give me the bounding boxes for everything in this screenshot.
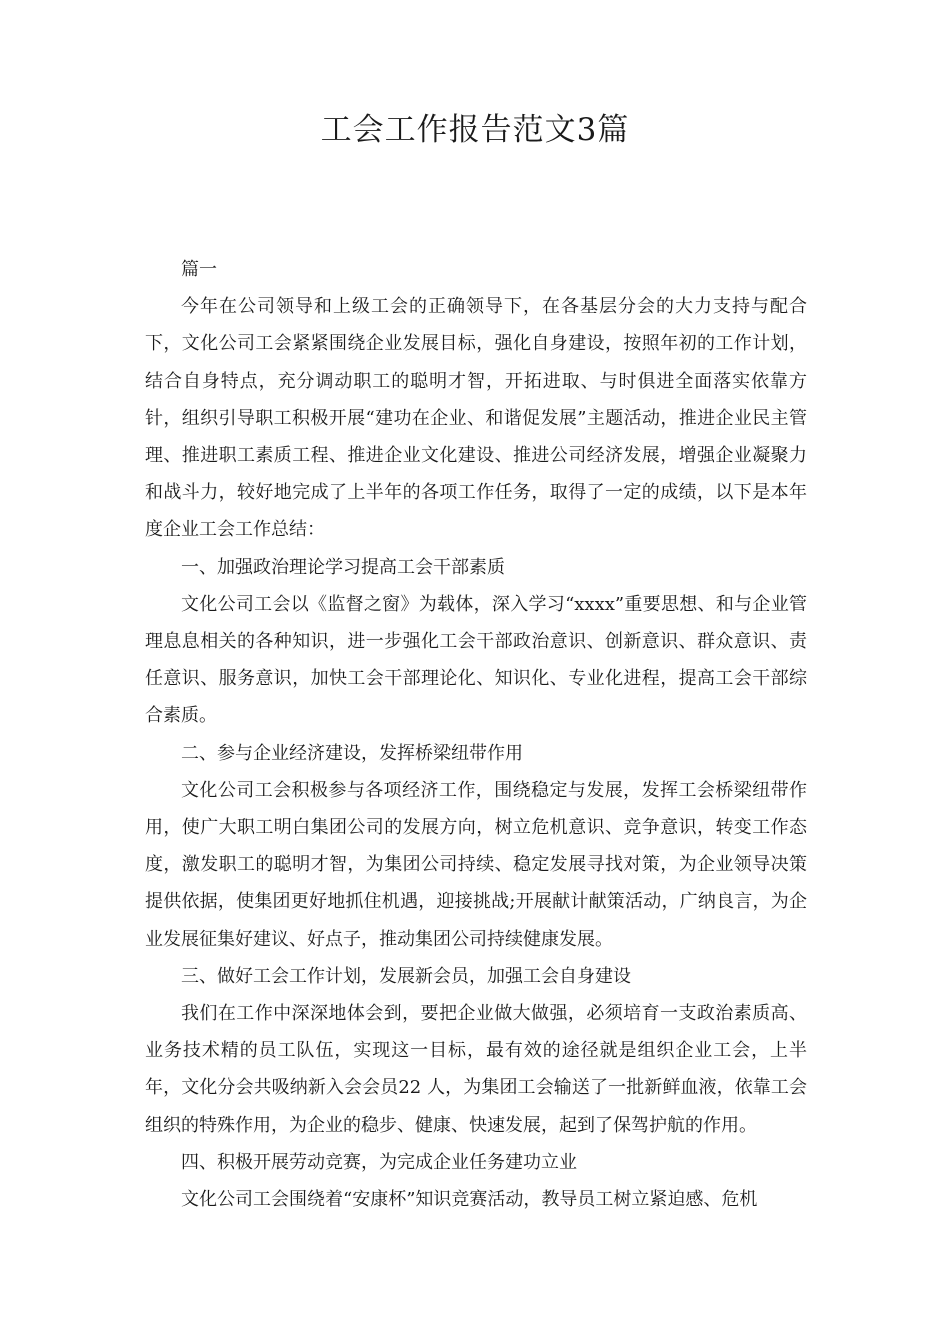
document-body xyxy=(145,251,807,1218)
section-heading-3: 三、做好工会工作计划，发展新会员，加强工会自身建设 xyxy=(181,965,631,987)
section-paragraph-4: 文化公司工会围绕着“安康杯”知识竞赛活动，教导员工树立紧迫感、危机 xyxy=(181,1189,758,1211)
section-paragraph-3: 我们在工作中深深地体会到，要把企业做大做强，必须培育一支政治素质高、业务技术精的员工队伍，实现这一目标，最有效的途径就是组织企业工会，上半年，文化分会共吸纳新入会会员22 人，为集团工会输送了一批新鲜血液，依靠工会组织的特殊作用，为企业的稳步、健康、快速发展，起到了保驾护航的作用。 xyxy=(145,1003,807,1136)
document-title: 工会工作报告范文3篇 xyxy=(320,112,630,148)
section-paragraph-2: 文化公司工会积极参与各项经济工作，围绕稳定与发展，发挥工会桥梁纽带作用，使广大职工明白集团公司的发展方向，树立危机意识、竞争意识，转变工作态度，激发职工的聪明才智，为集团公司持续、稳定发展寻找对策，为企业领导决策提供依据，使集团更好地抓住机遇，迎接挑战;开展献计献策活动，广纳良言，为企业发展征集好建议、好点子，推动集团公司持续健康发展。 xyxy=(145,779,807,950)
section-heading-4: 四、积极开展劳动竞赛，为完成企业任务建功立业 xyxy=(181,1151,577,1173)
section-label: 篇一 xyxy=(181,259,217,280)
intro-paragraph: 今年在公司领导和上级工会的正确领导下，在各基层分会的大力支持与配合下，文化公司工会紧紧围绕企业发展目标，强化自身建设，按照年初的工作计划，结合自身特点，充分调动职工的聪明才智，开拓进取、与时俱进全面落实依靠方针，组织引导职工积极开展“建功在企业、和谐促发展”主题活动，推进企业民主管理、推进职工素质工程、推进企业文化建设、推进公司经济发展，增强企业凝聚力和战斗力，较好地完成了上半年的各项工作任务，取得了一定的成绩，以下是本年度企业工会工作总结： xyxy=(145,296,807,541)
section-paragraph-1: 文化公司工会以《监督之窗》为载体，深入学习“xxxx”重要思想、和与企业管理息息相关的各种知识，进一步强化工会干部政治意识、创新意识、群众意识、责任意识、服务意识，加快工会干部理论化、知识化、专业化进程，提高工会干部综合素质。 xyxy=(145,593,807,727)
section-heading-2: 二、参与企业经济建设，发挥桥梁纽带作用 xyxy=(181,742,523,764)
section-heading-1: 一、加强政治理论学习提高工会干部素质 xyxy=(181,556,505,578)
